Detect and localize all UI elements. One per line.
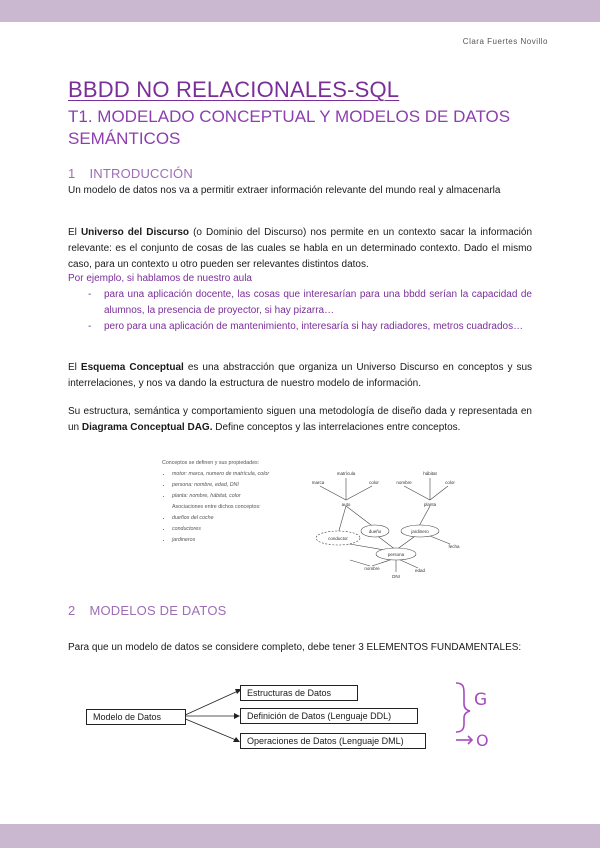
top-band: [0, 0, 600, 22]
graph-label: auto: [341, 502, 351, 507]
term-esquema-conceptual: Esquema Conceptual: [80, 362, 184, 373]
graph-label: jardinero: [411, 529, 429, 534]
document-subtitle: T1. MODELADO CONCEPTUAL Y MODELOS DE DATOS SEMÁNTICOS: [68, 107, 511, 148]
graph-label: persona: [387, 552, 405, 557]
graph-label: marca: [311, 480, 325, 485]
list-item: - pero para una aplicación de mantenimiento, interesaría si hay radiadores, metros cuadrados…: [88, 319, 532, 335]
concepts-figure-text: [162, 458, 294, 546]
graph-label: color: [445, 480, 455, 485]
example-list: [88, 287, 532, 335]
graph-label: color: [369, 480, 379, 485]
graph-label: nombre: [364, 566, 380, 571]
section-title: INTRODUCCIÓN: [89, 166, 193, 181]
section-number: 2: [68, 603, 76, 618]
example-intro: Por ejemplo, si hablamos de nuestro aula: [68, 273, 252, 284]
annotation-g: G: [474, 690, 488, 710]
graph-label: hábitat: [423, 471, 437, 476]
graph-label: matrícula: [336, 471, 356, 476]
list-item: - para una aplicación docente, las cosas que interesarían para una bbdd serían la capacidad de alumnos, la presencia de proyector, si hay pizarra…: [88, 287, 532, 319]
data-model-root: Modelo de Datos: [86, 709, 186, 725]
graph-label: planta: [423, 502, 437, 507]
relation-item: • jardineros: [172, 535, 294, 546]
relation-item: • conductores: [172, 524, 294, 535]
data-model-structures: Estructuras de Datos: [240, 685, 358, 701]
document-title: BBDD NO RELACIONALES-SQL: [68, 77, 400, 102]
paragraph-esquema: El Esquema Conceptual es una abstracción que organiza un Universo Discurso en conceptos y sus interrelaciones, y nos va dando la estructura de nuestro modelo de información.: [68, 362, 533, 389]
concept-item: • persona: nombre, edad, DNI: [172, 480, 294, 491]
paragraph-intro: Un modelo de datos nos va a permitir extraer información relevante del mundo real y almacenarla: [68, 185, 501, 196]
annotation-o: O: [476, 731, 489, 750]
data-model-definition: Definición de Datos (Lenguaje DDL): [240, 708, 418, 724]
concept-item: • motor: marca, numero de matrícula, color: [172, 469, 294, 480]
bottom-band: [0, 824, 600, 848]
concepts-heading: Conceptos se definen y sus propiedades:: [162, 460, 260, 466]
section-heading-modelos: [68, 603, 227, 618]
conceptual-dag-graph: [300, 462, 470, 582]
section-title: MODELOS DE DATOS: [89, 603, 227, 618]
relation-item: • dueños del coche: [172, 513, 294, 524]
relations-heading: Asociaciones entre dichos conceptos:: [172, 504, 261, 510]
term-universo-discurso: Universo del Discurso: [80, 227, 190, 238]
paragraph-universo: El Universo del Discurso (o Dominio del Discurso) nos permite en un contexto sacar la información relevante: es el conjunto de cosas de las cuales se habla en un determinado contexto. Dado el mismo caso, para un contexto u otro pueden ser relevantes distintos datos.: [68, 227, 533, 270]
graph-label: dueño: [368, 529, 382, 534]
term-diagrama-dag: Diagrama Conceptual DAG.: [81, 422, 213, 433]
graph-label: nombre: [396, 480, 412, 485]
paragraph-elementos: Para que un modelo de datos se considere completo, debe tener 3 ELEMENTOS FUNDAMENTALES:: [68, 642, 522, 653]
author-name: Clara Fuertes Novillo: [462, 37, 548, 46]
data-model-operations: Operaciones de Datos (Lenguaje DML): [240, 733, 426, 749]
graph-label: fecha: [448, 544, 460, 549]
section-heading-introduccion: [68, 166, 193, 181]
section-number: 1: [68, 166, 76, 181]
graph-label: conductor: [328, 536, 348, 541]
concept-item: • planta: nombre, hábitat, color: [172, 491, 294, 502]
graph-label: edad: [414, 568, 426, 573]
paragraph-dag: Su estructura, semántica y comportamiento siguen una metodología de diseño dada y representada en un Diagrama Conceptual DAG. Define conceptos y las interrelaciones entre conceptos.: [68, 406, 532, 433]
graph-label: DNI: [392, 574, 400, 579]
